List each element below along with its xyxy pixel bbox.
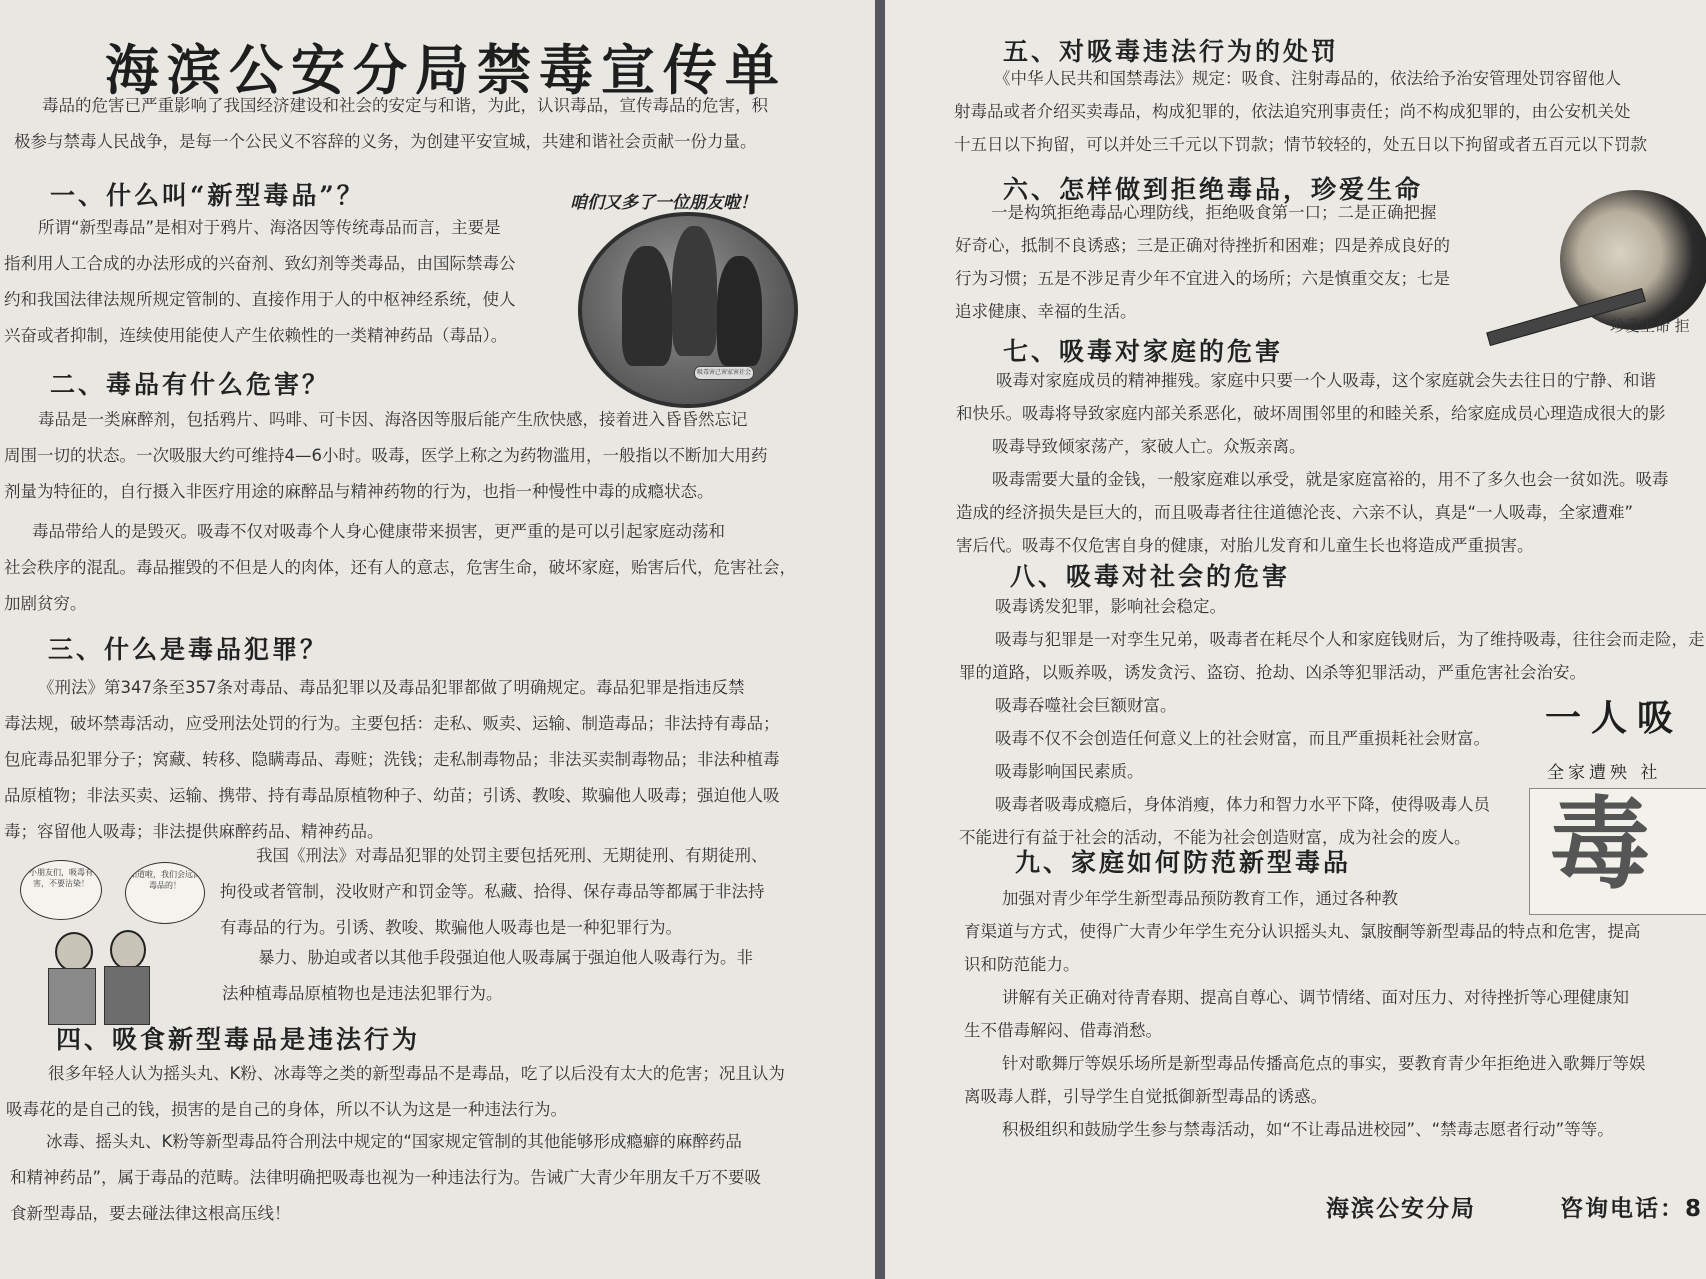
text-line: 造成的经济损失是巨大的，而且吸毒者往往道德沦丧、六亲不认，真是“一人吸毒，全家遭难” bbox=[956, 503, 1634, 522]
leaflet-title: 海滨公安分局禁毒宣传单 bbox=[105, 38, 787, 102]
text-line: 冰毒、摇头丸、K粉等新型毒品符合刑法中规定的“国家规定管制的其他能够形成瘾癖的麻醉药品 bbox=[46, 1132, 742, 1151]
text-line: 不能进行有益于社会的活动，不能为社会创造财富，成为社会的废人。 bbox=[959, 828, 1471, 847]
text-line: 暴力、胁迫或者以其他手段强迫他人吸毒属于强迫他人吸毒行为。非 bbox=[258, 948, 753, 967]
text-line: 和精神药品”，属于毒品的范畴。法律明确把吸毒也视为一种违法行为。告诫广大青少年朋友千万不要吸 bbox=[10, 1168, 762, 1187]
slogan-small: 全家遭殃 社 bbox=[1547, 763, 1662, 783]
person-body bbox=[104, 966, 150, 1025]
text-line: 《中华人民共和国禁毒法》规定：吸食、注射毒品的，依法给予治安管理处罚容留他人 bbox=[994, 69, 1621, 88]
text-line: 吸毒导致倾家荡产，家破人亡。众叛亲离。 bbox=[992, 437, 1306, 456]
text-line: 针对歌舞厅等娱乐场所是新型毒品传播高危点的事实，要教育青少年拒绝进入歌舞厅等娱 bbox=[1002, 1054, 1646, 1073]
text-line: 加剧贫穷。 bbox=[4, 594, 87, 613]
section-9-body bbox=[964, 882, 1706, 1146]
text-line: 很多年轻人认为摇头丸、K粉、冰毒等之类的新型毒品不是毒品，吃了以后没有太大的危害；况且认为 bbox=[48, 1064, 785, 1083]
text-line: 约和我国法律法规所规定管制的、直接作用于人的中枢神经系统，使人 bbox=[4, 290, 516, 309]
figure-silhouette bbox=[672, 226, 717, 356]
section-9-heading: 九、家庭如何防范新型毒品 bbox=[1015, 848, 1352, 877]
section-2-heading: 二、毒品有什么危害？ bbox=[50, 370, 331, 399]
section-7-heading: 七、吸毒对家庭的危害 bbox=[1003, 337, 1284, 366]
text-line: 吸毒对家庭成员的精神摧残。家庭中只要一个人吸毒，这个家庭就会失去往日的宁静、和谐 bbox=[996, 371, 1656, 390]
text-line: 剂量为特征的，自行摄入非医疗用途的麻醉品与精神药物的行为，也指一种慢性中毒的成瘾状态。 bbox=[4, 482, 714, 501]
text-line: 周围一切的状态。一次吸服大约可维持4—6小时。吸毒，医学上称之为药物滥用，一般指以不断加大用药 bbox=[4, 446, 768, 465]
speech-bubble: 小朋友们，吸毒有害，不要沾染！ bbox=[20, 860, 102, 920]
text-line: 包庇毒品犯罪分子；窝藏、转移、隐瞒毒品、毒赃；洗钱；走私制毒物品；非法买卖制毒物品；非法种植毒 bbox=[4, 750, 780, 769]
intro-line: 毒品的危害已严重影响了我国经济建设和社会的安定与和谐，为此，认识毒品，宣传毒品的危害，积 bbox=[42, 96, 768, 115]
drug-users-illustration bbox=[578, 212, 798, 408]
text-line: 毒品带给人的是毁灭。吸毒不仅对吸毒个人身心健康带来损害，更严重的是可以引起家庭动荡和 bbox=[32, 522, 725, 541]
text-line: 育渠道与方式，使得广大青少年学生充分认识摇头丸、氯胺酮等新型毒品的特点和危害，提高 bbox=[964, 922, 1641, 941]
drug-ball-illustration bbox=[1560, 160, 1706, 335]
person-head bbox=[55, 932, 93, 972]
text-line: 兴奋或者抑制，连续使用能使人产生依赖性的一类精神药品（毒品）。 bbox=[4, 326, 508, 345]
text-line: 生不借毒解闷、借毒消愁。 bbox=[964, 1021, 1162, 1040]
text-line: 害后代。吸毒不仅危害自身的健康，对胎儿发育和儿童生长也将造成严重损害。 bbox=[956, 536, 1534, 555]
section-4-heading: 四、吸食新型毒品是违法行为 bbox=[56, 1025, 421, 1054]
text-line: 品原植物；非法买卖、运输、携带、持有毒品原植物种子、幼苗；引诱、教唆、欺骗他人吸毒；强迫他人吸 bbox=[4, 786, 780, 805]
text-line: 吸毒花的是自己的钱，损害的是自己的身体，所以不认为这是一种违法行为。 bbox=[6, 1100, 567, 1119]
text-line: 吸毒与犯罪是一对孪生兄弟，吸毒者在耗尽个人和家庭钱财后，为了维持吸毒，往往会而走险，走 bbox=[995, 630, 1705, 649]
text-line: 吸毒者吸毒成瘾后，身体消瘦，体力和智力水平下降，使得吸毒人员 bbox=[995, 795, 1490, 814]
illustration-label: 吸毒害己害家害社会 bbox=[694, 366, 754, 380]
illustration-caption: 咱们又多了一位朋友啦！ bbox=[570, 193, 757, 213]
text-line: 《刑法》第347条至357条对毒品、毒品犯罪以及毒品犯罪都做了明确规定。毒品犯罪是指违反禁 bbox=[38, 678, 745, 697]
text-line: 吸毒不仅不会创造任何意义上的社会财富，而且严重损耗社会财富。 bbox=[995, 729, 1490, 748]
section-1-body bbox=[4, 210, 516, 354]
text-line: 指利用人工合成的办法形成的兴奋剂、致幻剂等类毒品，由国际禁毒公 bbox=[4, 254, 516, 273]
text-line: 追求健康、幸福的生活。 bbox=[955, 302, 1137, 321]
illustration-caption: 珍爱生命 拒 bbox=[1610, 317, 1690, 335]
section-2-body bbox=[4, 402, 768, 510]
page-gutter bbox=[875, 0, 885, 1279]
section-7-body bbox=[956, 364, 1706, 562]
text-line: 社会秩序的混乱。毒品摧毁的不但是人的肉体，还有人的意志，危害生命，破坏家庭，贻害后代，危害社会， bbox=[4, 558, 796, 577]
text-line: 吸毒需要大量的金钱，一般家庭难以承受，就是家庭富裕的，用不了多久也会一贫如洗。吸毒 bbox=[992, 470, 1669, 489]
footer-phone: 咨询电话：8 bbox=[1560, 1196, 1704, 1222]
text-line: 识和防范能力。 bbox=[964, 955, 1080, 974]
text-line: 积极组织和鼓励学生参与禁毒活动，如“不让毒品进校园”、“禁毒志愿者行动”等等。 bbox=[1002, 1120, 1614, 1139]
person-head bbox=[110, 930, 146, 970]
section-6-heading: 六、怎样做到拒绝毒品，珍爱生命 bbox=[1003, 175, 1424, 204]
text-line: 离吸毒人群，引导学生自觉抵御新型毒品的诱惑。 bbox=[964, 1087, 1327, 1106]
intro-paragraph bbox=[14, 88, 768, 160]
police-cartoon-illustration bbox=[0, 860, 210, 1025]
slogan-big: 一人吸 bbox=[1545, 697, 1684, 739]
section-3-body-3 bbox=[222, 940, 753, 1012]
intro-line: 极参与禁毒人民战争，是每一个公民义不容辞的义务，为创建平安宣城，共建和谐社会贡献一份力量。 bbox=[14, 132, 757, 151]
speech-bubble: 知道啦，我们会远离毒品的！ bbox=[125, 862, 205, 924]
section-5-heading: 五、对吸毒违法行为的处罚 bbox=[1003, 37, 1340, 66]
text-line: 吸毒影响国民素质。 bbox=[995, 762, 1144, 781]
section-6-body bbox=[955, 196, 1450, 328]
text-line: 毒品是一类麻醉剂，包括鸦片、吗啡、可卡因、海洛因等服后能产生欣快感，接着进入昏昏然忘记 bbox=[38, 410, 748, 429]
figure-silhouette bbox=[622, 246, 672, 366]
section-4-body bbox=[6, 1056, 785, 1128]
text-line: 和快乐。吸毒将导致家庭内部关系恶化，破坏周围邻里的和睦关系，给家庭成员心理造成很大的影 bbox=[956, 404, 1666, 423]
text-line: 吸毒吞噬社会巨额财富。 bbox=[995, 696, 1177, 715]
text-line: 加强对青少年学生新型毒品预防教育工作，通过各种教 bbox=[1002, 889, 1398, 908]
section-1-heading: 一、什么叫“新型毒品”？ bbox=[50, 181, 365, 210]
text-line: 拘役或者管制，没收财产和罚金等。私藏、拾得、保存毒品等都属于非法持 bbox=[220, 882, 765, 901]
text-line: 射毒品或者介绍买卖毒品，构成犯罪的，依法追究刑事责任；尚不构成犯罪的，由公安机关处 bbox=[954, 102, 1631, 121]
text-line: 所谓“新型毒品”是相对于鸦片、海洛因等传统毒品而言，主要是 bbox=[38, 218, 501, 237]
section-2-body-2 bbox=[4, 514, 796, 622]
text-line: 一是构筑拒绝毒品心理防线，拒绝吸食第一口；二是正确把握 bbox=[991, 203, 1437, 222]
text-line: 法种植毒品原植物也是违法犯罪行为。 bbox=[222, 984, 503, 1003]
section-3-heading: 三、什么是毒品犯罪？ bbox=[48, 635, 329, 664]
section-4-body-2 bbox=[10, 1124, 761, 1232]
person-body bbox=[48, 968, 96, 1025]
text-line: 罪的道路，以贩养吸，诱发贪污、盗窃、抢劫、凶杀等犯罪活动，严重危害社会治安。 bbox=[959, 663, 1586, 682]
section-8-heading: 八、吸毒对社会的危害 bbox=[1010, 562, 1291, 591]
section-3-body-2 bbox=[220, 838, 768, 946]
section-3-body bbox=[4, 670, 780, 850]
text-line: 好奇心，抵制不良诱惑；三是正确对待挫折和困难；四是养成良好的 bbox=[955, 236, 1450, 255]
text-line: 毒；容留他人吸毒；非法提供麻醉药品、精神药品。 bbox=[4, 822, 384, 841]
text-line: 食新型毒品，要去碰法律这根高压线！ bbox=[10, 1204, 291, 1223]
section-5-body bbox=[954, 62, 1706, 161]
text-line: 行为习惯；五是不涉足青少年不宜进入的场所；六是慎重交友；七是 bbox=[955, 269, 1450, 288]
text-line: 吸毒诱发犯罪，影响社会稳定。 bbox=[995, 597, 1226, 616]
poison-character: 毒 bbox=[1550, 785, 1650, 903]
footer-organization: 海滨公安分局 bbox=[1326, 1196, 1476, 1222]
text-line: 我国《刑法》对毒品犯罪的处罚主要包括死刑、无期徒刑、有期徒刑、 bbox=[256, 846, 768, 865]
text-line: 毒法规，破坏禁毒活动，应受刑法处罚的行为。主要包括：走私、贩卖、运输、制造毒品；非法持有毒品； bbox=[4, 714, 780, 733]
text-line: 有毒品的行为。引诱、教唆、欺骗他人吸毒也是一种犯罪行为。 bbox=[220, 918, 682, 937]
figure-silhouette bbox=[717, 256, 762, 366]
text-line: 讲解有关正确对待青春期、提高自尊心、调节情绪、面对压力、对待挫折等心理健康知 bbox=[1002, 988, 1629, 1007]
text-line: 十五日以下拘留，可以并处三千元以下罚款；情节较轻的，处五日以下拘留或者五百元以下罚款 bbox=[954, 135, 1647, 154]
